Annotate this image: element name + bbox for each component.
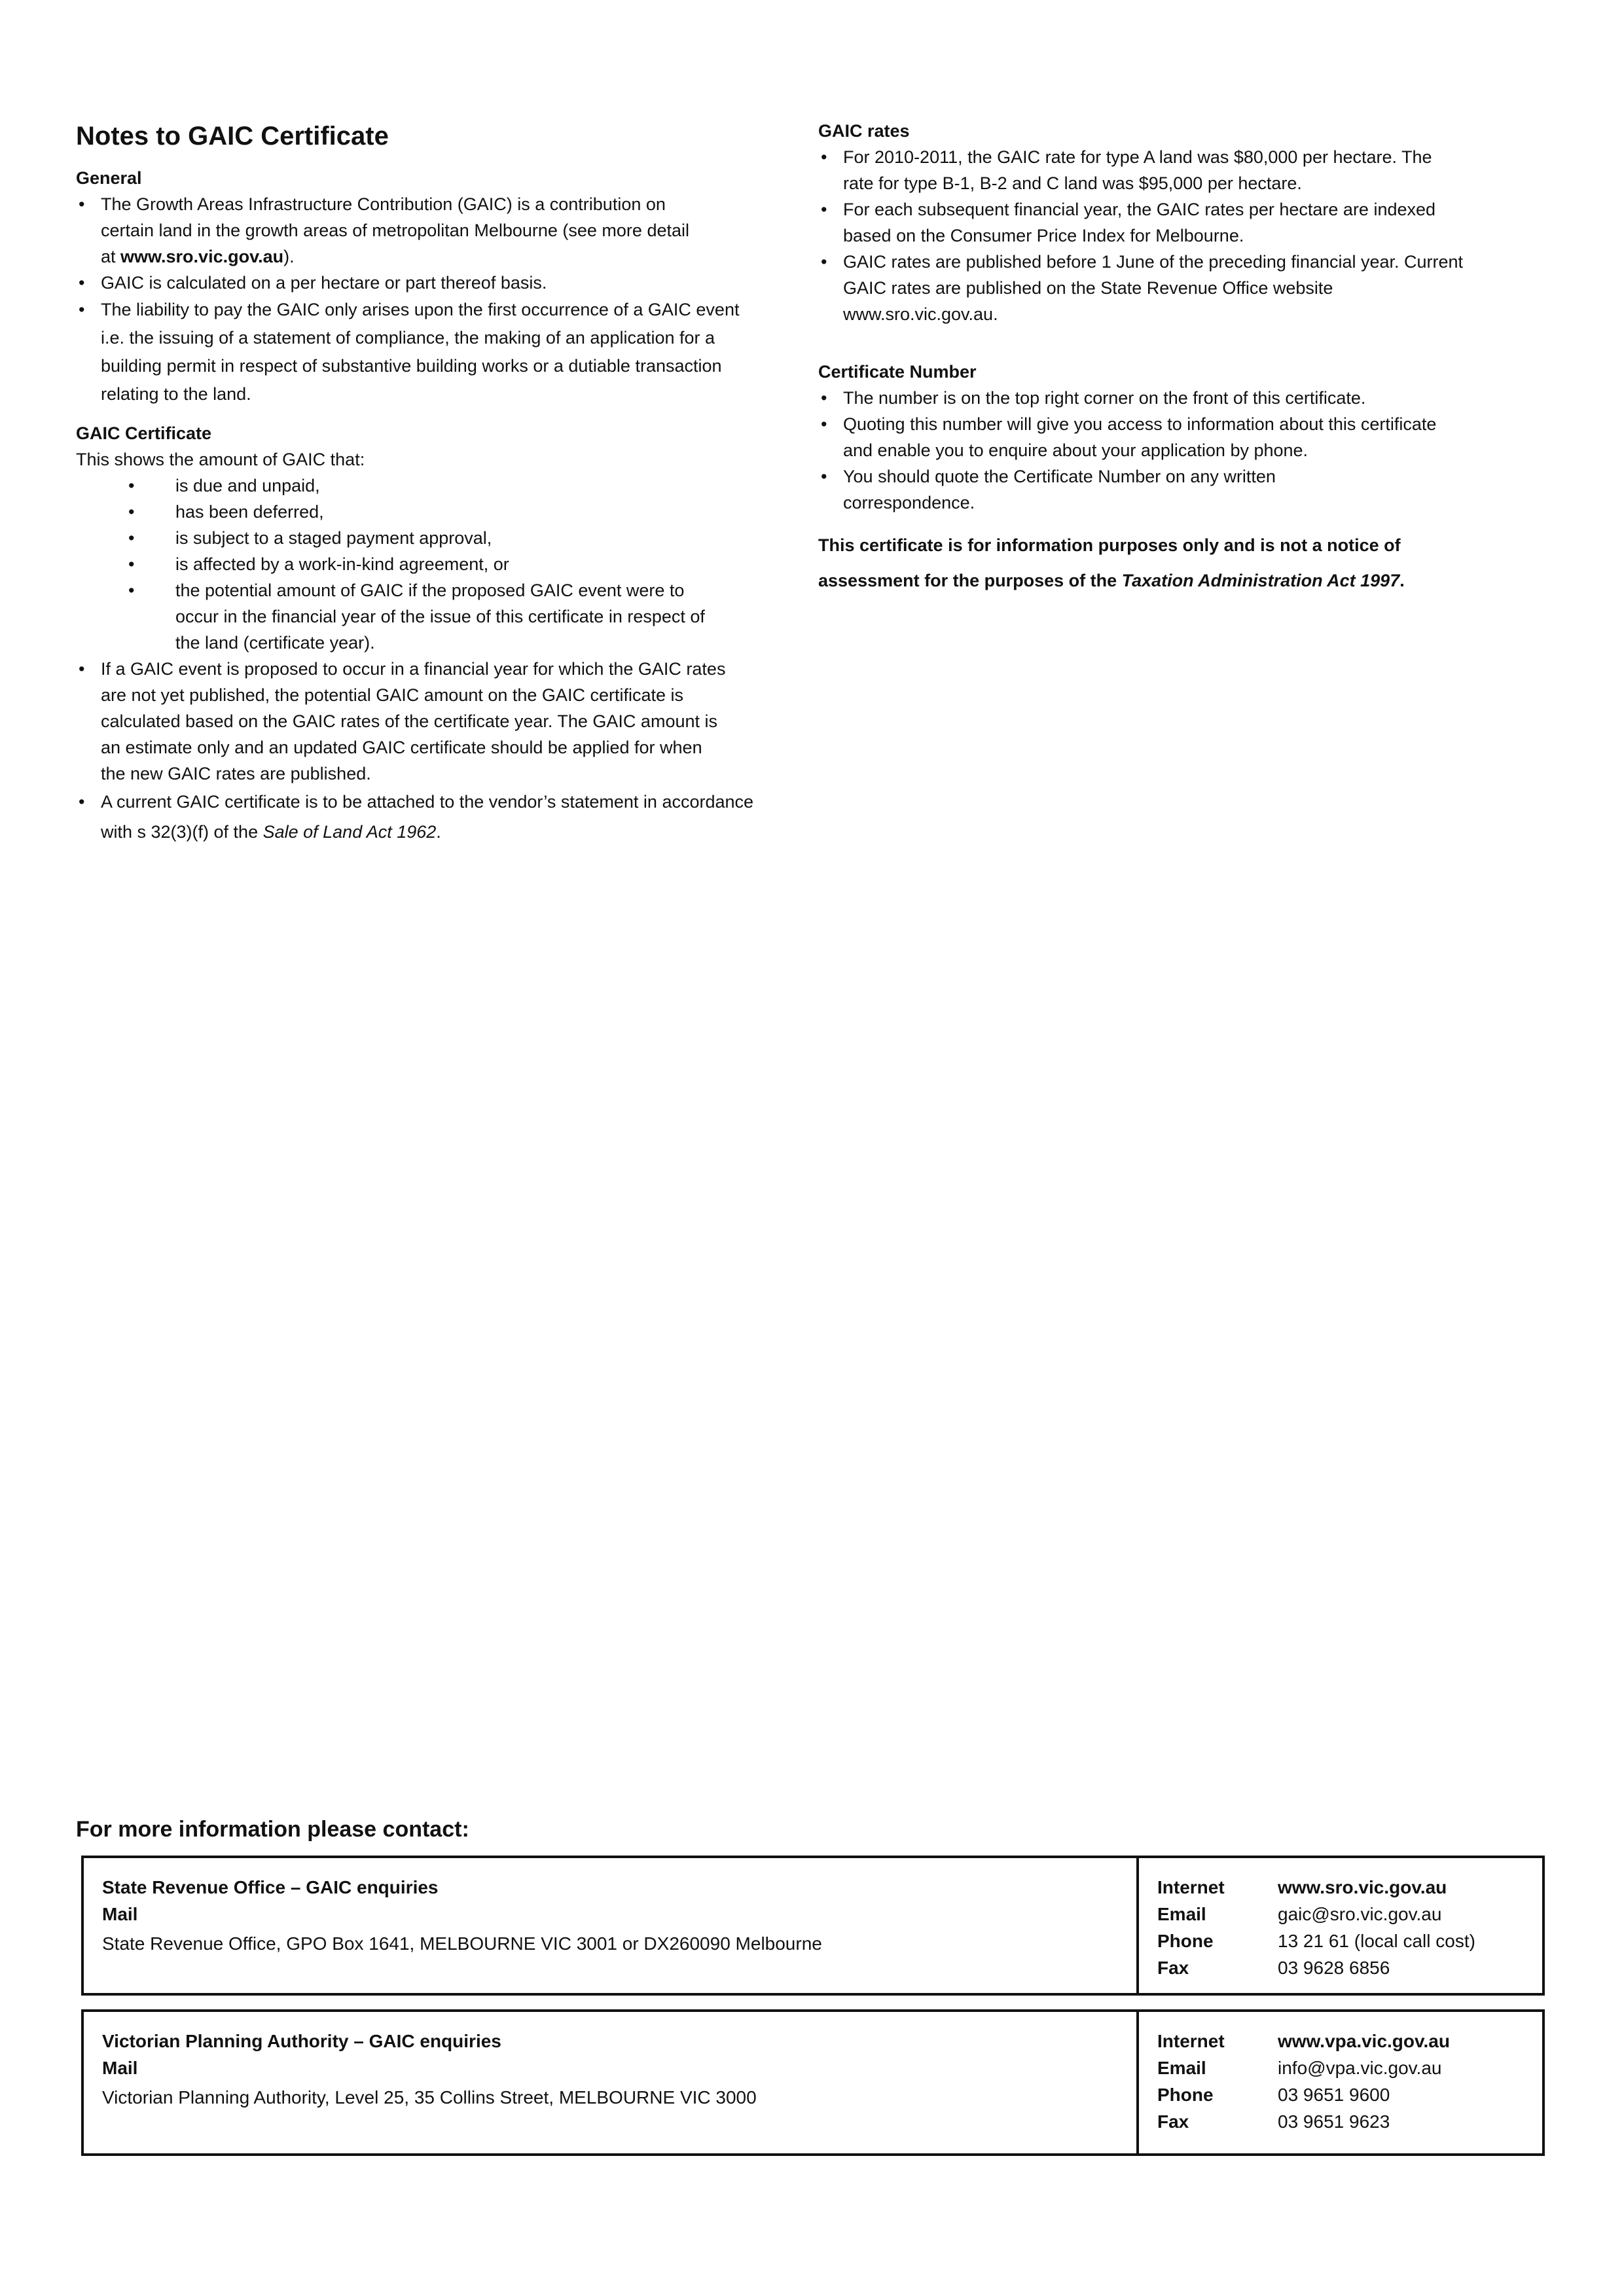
- vpa-contact-channels: [1139, 2012, 1542, 2153]
- sro-mail-label: Mail: [102, 1904, 138, 1924]
- vpa-address: Victorian Planning Authority, Level 25, 35 Collins Street, MELBOURNE VIC 3000: [102, 2087, 757, 2108]
- sro-website-link[interactable]: www.sro.vic.gov.au: [1278, 1877, 1447, 1897]
- sro-contact-details: [84, 1858, 1139, 1993]
- sale-of-land-act: Sale of Land Act 1962: [262, 822, 437, 842]
- certificate-notes-list: [76, 656, 809, 847]
- list-item: • You should quote the Certificate Number on any written correspondence.: [818, 463, 1499, 516]
- vpa-name: Victorian Planning Authority – GAIC enquiries: [102, 2031, 501, 2051]
- information-notice: This certificate is for information purposes only and is not a notice of assessment for the purposes of the Taxation Administration Act 1997.: [818, 535, 1405, 590]
- sro-fax: 03 9628 6856: [1278, 1958, 1390, 1978]
- page-title: Notes to GAIC Certificate: [76, 122, 389, 151]
- internet-label: Internet: [1157, 2031, 1225, 2051]
- general-list: [76, 191, 809, 408]
- internet-label: Internet: [1157, 1877, 1225, 1897]
- left-column: [76, 118, 809, 847]
- vpa-contact-details: [84, 2012, 1139, 2153]
- sro-name: State Revenue Office – GAIC enquiries: [102, 1877, 439, 1897]
- phone-label: Phone: [1157, 2085, 1214, 2105]
- certificate-number-list: [818, 385, 1499, 516]
- sro-email-link[interactable]: gaic@sro.vic.gov.au: [1278, 1904, 1442, 1924]
- list-item: • Quoting this number will give you access to information about this certificate and enable you to enquire about your application by phone.: [818, 411, 1499, 463]
- list-item: • GAIC rates are published before 1 June of the preceding financial year. Current GAIC rates are published on the State Revenue Office website www.sro.vic.gov.au.: [818, 249, 1499, 327]
- list-item: • is due and unpaid,: [76, 473, 809, 499]
- list-item: • For each subsequent financial year, the GAIC rates per hectare are indexed based on the Consumer Price Index for Melbourne.: [818, 196, 1499, 249]
- list-item: • is affected by a work-in-kind agreement, or: [76, 551, 809, 577]
- list-item: • the potential amount of GAIC if the proposed GAIC event were to occur in the financial year of the issue of this certificate in respect of the land (certificate year).: [76, 577, 809, 656]
- sro-contact-channels: [1139, 1858, 1542, 1993]
- list-item: • The number is on the top right corner on the front of this certificate.: [818, 385, 1499, 411]
- list-item: • The Growth Areas Infrastructure Contribution (GAIC) is a contribution on certain land in the growth areas of metropolitan Melbourne (see more detail at www.sro.vic.gov.au).: [76, 191, 809, 270]
- vpa-phone: 03 9651 9600: [1278, 2085, 1390, 2105]
- list-item: • For 2010-2011, the GAIC rate for type A land was $80,000 per hectare. The rate for type B-1, B-2 and C land was $95,000 per hectare.: [818, 144, 1499, 196]
- sro-link[interactable]: www.sro.vic.gov.au: [120, 247, 284, 266]
- general-heading: General: [76, 168, 142, 188]
- email-label: Email: [1157, 2058, 1206, 2078]
- sro-phone: 13 21 61 (local call cost): [1278, 1931, 1475, 1951]
- list-item: • is subject to a staged payment approval,: [76, 525, 809, 551]
- certificate-items-list: [76, 473, 809, 656]
- taxation-act: Taxation Administration Act 1997: [1121, 571, 1400, 590]
- sro-address: State Revenue Office, GPO Box 1641, MELBOURNE VIC 3001 or DX260090 Melbourne: [102, 1933, 822, 1954]
- list-item: • GAIC is calculated on a per hectare or part thereof basis.: [76, 270, 809, 296]
- phone-label: Phone: [1157, 1931, 1214, 1951]
- right-column: [818, 118, 1499, 598]
- fax-label: Fax: [1157, 2111, 1189, 2132]
- list-item: • If a GAIC event is proposed to occur in a financial year for which the GAIC rates are not yet published, the potential GAIC amount on the GAIC certificate is calculated based on the GAIC rates of the certificate year. The GAIC amount is an estimate only and an updated GAIC certificate should be applied for when the new GAIC rates are published.: [76, 656, 809, 787]
- sro-contact-box: [81, 1856, 1545, 1996]
- contact-heading: For more information please contact:: [76, 1817, 469, 1842]
- gaic-rates-heading: GAIC rates: [818, 121, 910, 141]
- gaic-certificate-heading: GAIC Certificate: [76, 423, 212, 443]
- fax-label: Fax: [1157, 1958, 1189, 1978]
- vpa-website-link[interactable]: www.vpa.vic.gov.au: [1278, 2031, 1450, 2051]
- certificate-number-heading: Certificate Number: [818, 362, 977, 382]
- list-item: • has been deferred,: [76, 499, 809, 525]
- vpa-email-link[interactable]: info@vpa.vic.gov.au: [1278, 2058, 1442, 2078]
- vpa-contact-box: [81, 2009, 1545, 2156]
- vpa-mail-label: Mail: [102, 2058, 138, 2078]
- list-item: • The liability to pay the GAIC only arises upon the first occurrence of a GAIC event i.e. the issuing of a statement of compliance, the making of an application for a building permit in respect of substantive building works or a dutiable transaction relating to the land.: [76, 296, 809, 408]
- gaic-rates-list: [818, 144, 1499, 327]
- list-item: • A current GAIC certificate is to be attached to the vendor’s statement in accordance with s 32(3)(f) of the Sale of Land Act 1962.: [76, 787, 809, 847]
- vpa-fax: 03 9651 9623: [1278, 2111, 1390, 2132]
- certificate-intro: This shows the amount of GAIC that:: [76, 450, 365, 469]
- email-label: Email: [1157, 1904, 1206, 1924]
